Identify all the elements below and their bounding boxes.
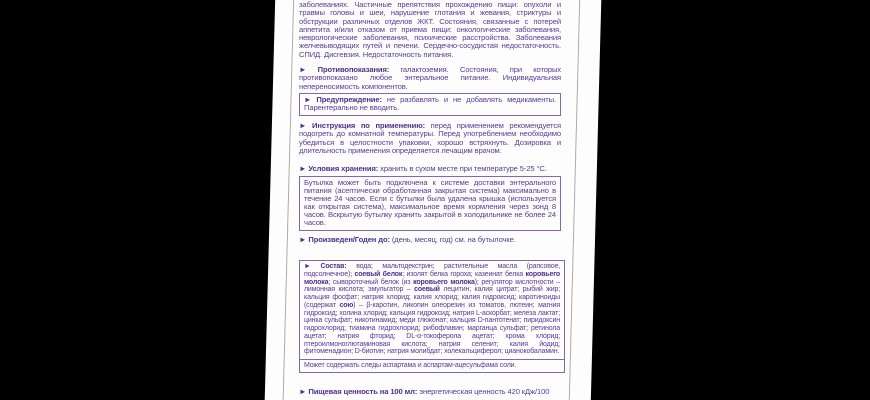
nutrition-label: ► Пищевая ценность на 100 мл: [299,387,418,396]
instructions-text: перед применением рекомендуется подогреть до комнатной температуры. Перед употреблением необходимо убедиться в целостности упаковки, хорошо встряхнуть. Дозировка и длительность применения определяется лечащим врачом. [299,121,561,155]
produced-label: ► Произведен/Годен до: [299,235,390,244]
storage-note-box [299,176,561,231]
instructions-label: ► Инструкция по применению: [299,121,425,130]
label-fold-line-right [568,0,580,400]
warning-label: ► Предупреждение: [304,95,382,104]
intro-paragraph [299,1,561,59]
label-fold-line-left [283,0,295,400]
contraindications-text: галактоземия. Состояния, при которых противопоказано любое энтеральное питание. Индивидуальная непереносимость компонентов. [299,65,561,91]
warning-text: не разбавлять и не добавлять медикаменты. Парентерально не вводить. [304,95,556,113]
storage-note-text: Бутылка может быть подключена к системе доставки энтерального питания (асептически обработанная закрытая система) максимально в течение 24 часов. Если с бутылки была удалена крышка (используется как открытая система), максимальное время кормления через зонд 8 часов. Вскрытую бутылку хранить закрытой в холодильнике не более 24 часов. [304,178,556,228]
composition-text: вода; мальтодекстрин; растительные масла (рапсовое, подсолнечное); соевый белок; изолят белка гороха; казеинат белка коровьего молока; сывороточный белок (из коровьего молока); регулятор кислотности – лимонная кислота; эмульгатор – соевый лецитин; калия цитрат; рыбий жир; кальция фосфат; натрия хлорид; калия хлорид; калия гидроксид; каротиноиды (содержат сою) – β-каротин, ликопин олеорезин из томатов, лютеин; магния гидроксид; холина хлорид; кальция гидроксид; натрия L-аскорбат; железа лактат; цинка сульфат; никотинамид; меди глюконат; кальция D-пантотенат; пиридоксин гидрохлорид; тиамина гидрохлорид; рибофлавин; марганца сульфат; ретинола ацетат; натрия фторид; DL-α-токоферола ацетат; хрома хлорид; птероилмоноглютаминовая кислота; натрия селенит; калия йодид; фитоменадион; D-биотин; натрия молибдат; холекальциферол; цианокобаламин. [304,263,561,356]
composition-label: ► Состав: [304,263,347,270]
section-produced [299,236,561,244]
section-contraindications [299,66,561,91]
nutrition-text: энергетическая ценность 420 кДж/100 [419,387,550,396]
label-text-content [299,0,561,400]
trace-note: Может содержать следы аспартама и аспартам-ацесульфама соли. [300,359,564,372]
section-instructions [299,122,561,155]
contraindications-label: ► Противопоказания: [299,65,390,74]
composition-box [299,260,565,373]
section-storage [299,165,561,173]
produced-text: (день, месяц, год) см. на бутылочке. [391,235,516,244]
storage-text: хранить в сухом месте при температуре 5-25 °С. [380,164,547,173]
intro-text: заболеваниях. Частичные препятствия прохождению пищи: опухоли и травмы головы и шеи, нарушение глотания и жевания, стриктуры и обструкции различных отделов ЖКТ. Состояния, связанные с потерей аппетита и/или отказом от приема пищи: онкологические заболевания, неврологические заболевания, психические расстройства. Заболевания желчевыводящих путей и печени. Сердечно-сосудистая недостаточность. СПИД. Дисгевзия. Недостаточность питания. [299,0,561,59]
storage-label: ► Условия хранения: [299,164,379,173]
section-nutrition [299,388,561,396]
warning-box [299,93,561,116]
composition-paragraph [304,263,560,356]
